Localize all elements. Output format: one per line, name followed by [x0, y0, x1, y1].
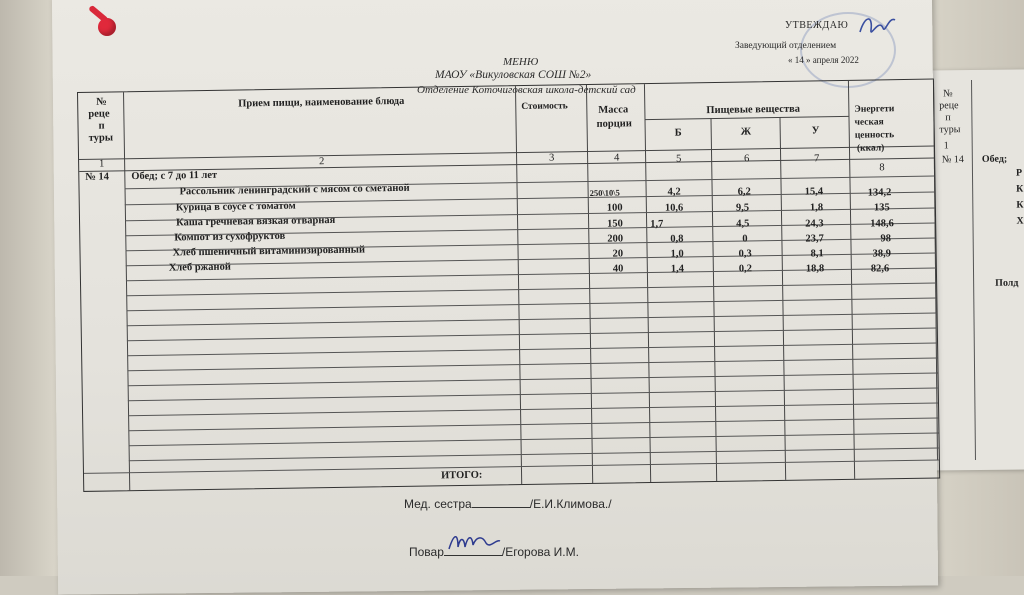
dish-kcal: 82,6 [870, 263, 890, 275]
header-recipe-4: туры [88, 132, 114, 144]
total-label: ИТОГО: [440, 469, 483, 482]
cook-signature-icon [446, 531, 502, 555]
col-number-8: 8 [879, 162, 885, 174]
dish-protein: 0,8 [670, 233, 684, 245]
dish-kcal: 148,6 [870, 218, 894, 230]
cook-prefix: Повар [409, 545, 444, 559]
right-meal-no: № 14 [941, 154, 964, 166]
dish-kcal: 134,2 [867, 187, 892, 199]
dish-fat: 6,2 [737, 186, 751, 198]
signature-icon [855, 10, 900, 40]
dish-name: Каша гречневая вязкая отварная [175, 214, 336, 229]
col-number-1: 1 [99, 158, 105, 170]
right-x: Х [1016, 215, 1024, 227]
header-mass-1: Масса [598, 104, 629, 116]
school-title: МАОУ «Викуловская СОШ №2» [435, 69, 592, 81]
dish-mass: 40 [612, 263, 624, 275]
right-k2: К [1016, 199, 1024, 211]
cook-signature-line [409, 545, 579, 559]
col-number-5: 5 [676, 153, 682, 165]
header-nutrients: Пищевые вещества [706, 103, 801, 117]
header-energy-4: (ккал) [856, 143, 885, 154]
right-k1: К [1016, 183, 1024, 195]
header-recipe-1: № [96, 96, 107, 108]
dish-fat: 0,2 [738, 263, 753, 275]
dish-fat: 9,5 [735, 202, 750, 214]
header-energy-2: ческая [854, 117, 884, 128]
col-number-4: 4 [614, 152, 620, 164]
col-number-2: 2 [319, 156, 325, 168]
dish-kcal: 135 [873, 202, 890, 214]
approval-date: « 14 » апреля 2022 [788, 55, 859, 65]
department-title: Отделение Коточиговская школа-детский сад [417, 84, 636, 96]
dish-mass: 150 [607, 218, 623, 230]
col-number-6: 6 [744, 153, 750, 165]
dish-protein: 4,2 [667, 186, 681, 198]
dish-carbs: 1,8 [809, 202, 824, 214]
header-energy-3: ценность [854, 130, 895, 141]
dish-mass: 100 [606, 202, 623, 214]
right-pold: Полд [995, 277, 1019, 289]
dish-mass: 250\10\5 [589, 187, 620, 198]
meal-title: Обед; с 7 до 11 лет [131, 169, 218, 183]
dish-carbs: 18,8 [805, 263, 825, 275]
header-dish: Прием пищи, наименование блюда [238, 95, 405, 110]
cook-name: /Егорова И.М. [501, 545, 579, 559]
col-number-3: 3 [549, 152, 555, 164]
dish-name: Компот из сухофруктов [174, 230, 286, 244]
dish-fat: 0,3 [738, 248, 752, 260]
nurse-prefix: Мед. сестра [404, 497, 472, 511]
dish-name: Хлеб ржаной [168, 261, 231, 274]
dish-carbs: 23,7 [805, 233, 824, 245]
dish-mass: 20 [612, 248, 624, 260]
dish-protein: 1,7 [650, 218, 664, 231]
menu-table [77, 79, 940, 492]
header-zh: Ж [740, 126, 752, 138]
header-mass-2: порции [596, 118, 632, 130]
head-of-department-label: Заведующий отделением [735, 41, 837, 51]
dish-name: Курица в соусе с томатом [175, 200, 296, 214]
right-recipe-3: п [945, 112, 951, 124]
dish-fat: 0 [742, 233, 748, 245]
right-recipe-1: № [943, 88, 953, 100]
dish-protein: 1,4 [670, 263, 685, 275]
dish-kcal: 98 [880, 233, 891, 245]
pushpin-icon [90, 0, 120, 40]
header-cost: Стоимость [521, 101, 568, 113]
col-number-7: 7 [814, 153, 820, 165]
menu-title: МЕНЮ [503, 56, 539, 68]
header-energy-1: Энергети [854, 104, 895, 115]
nurse-name: /Е.И.Климова./ [529, 497, 612, 511]
header-u: У [811, 125, 820, 137]
header-recipe-2: реце [88, 108, 110, 120]
nurse-signature-line [404, 497, 612, 511]
approve-label: УТВЕЖДАЮ [785, 20, 849, 31]
right-recipe-2: реце [939, 100, 959, 112]
right-recipe-4: туры [939, 124, 961, 136]
dish-carbs: 24,3 [805, 218, 824, 230]
dish-kcal: 38,9 [872, 248, 892, 260]
right-p: Р [1015, 167, 1023, 179]
dish-protein: 1,0 [670, 248, 684, 260]
header-b: Б [674, 127, 682, 139]
header-recipe-3: п [98, 120, 105, 132]
meal-number: № 14 [85, 171, 110, 183]
dish-carbs: 15,4 [804, 186, 824, 198]
right-num-1: 1 [943, 140, 949, 152]
dish-fat: 4,5 [736, 218, 750, 230]
dish-protein: 10,6 [664, 202, 684, 214]
dish-carbs: 8,1 [810, 248, 824, 260]
dish-name: Хлеб пшеничный витаминизированный [172, 244, 366, 259]
dish-name: Рассольник ленинградский с мясом со сметаной [179, 182, 410, 198]
dish-mass: 200 [607, 233, 624, 245]
right-meal: Обед; [981, 153, 1008, 165]
